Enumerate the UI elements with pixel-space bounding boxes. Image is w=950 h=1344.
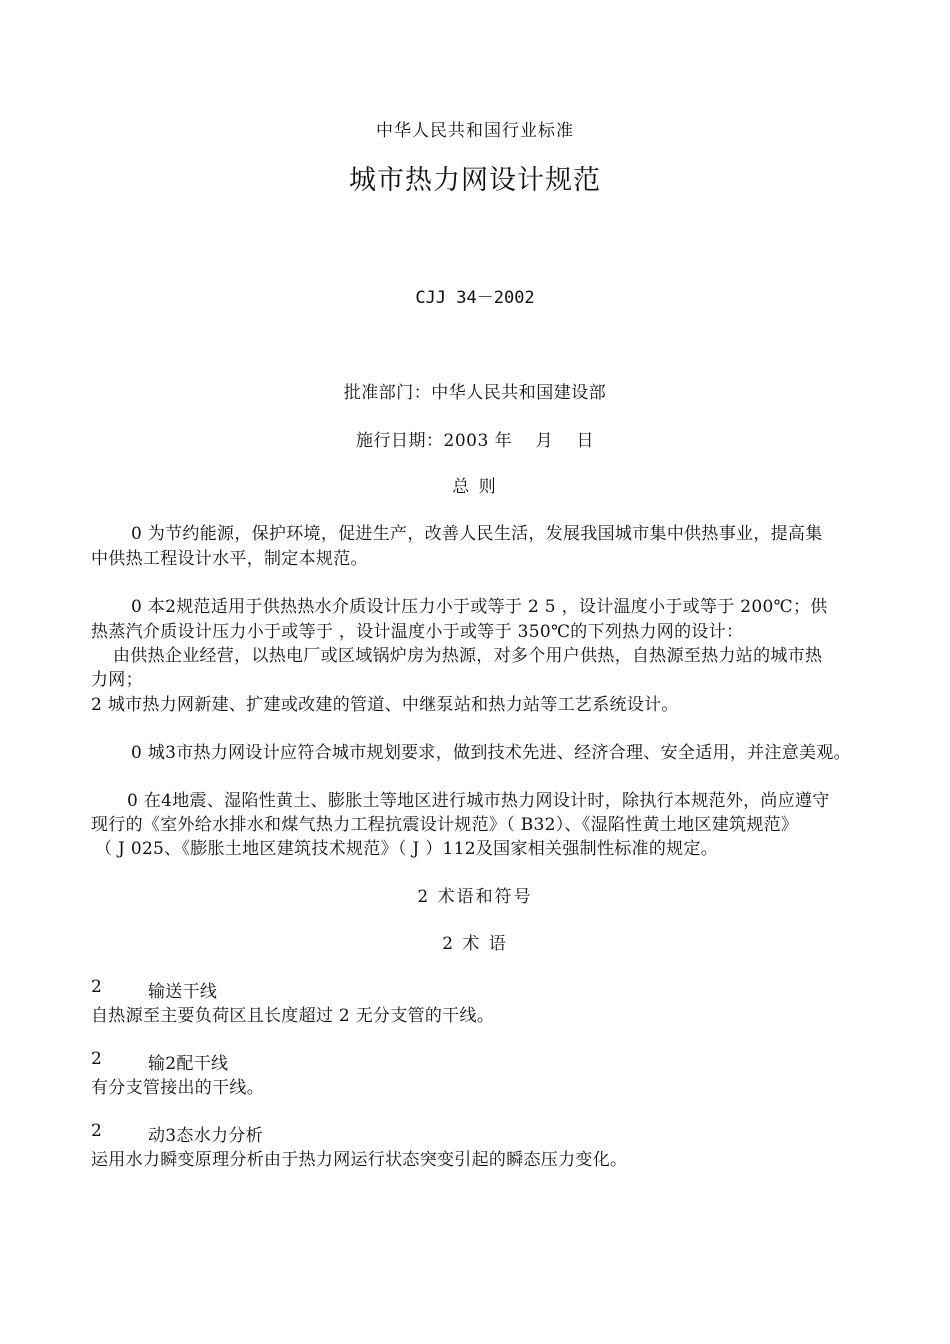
clause1-line2: 中供热工程设计水平，制定本规范。	[91, 549, 368, 569]
clause4-line3: （ J 025、《膨胀土地区建筑技术规范》（ J ）112及国家相关强制性标准的规定。	[95, 839, 719, 859]
clause2-line3: 由供热企业经营，以热电厂或区域锅炉房为热源，对多个用户供热，自热源至热力站的城市热	[113, 646, 823, 666]
standard-code: CJJ 34－2002	[415, 288, 535, 308]
term-definition: 有分支管接出的干线。	[91, 1078, 264, 1098]
term-number: 2	[91, 1049, 103, 1069]
clause2-line4: 力网；	[91, 670, 143, 690]
document-title: 城市热力网设计规范	[349, 165, 601, 196]
term-number: 2	[91, 1121, 103, 1141]
chapter2-heading: 2 术语和符号	[417, 887, 533, 907]
term-number: 2	[91, 977, 103, 997]
clause3-line1: 0 城3市热力网设计应符合城市规划要求，做到技术先进、经济合理、安全适用，并注意美观。	[131, 743, 851, 763]
chapter1-heading: 总 则	[452, 477, 498, 497]
term-definition: 运用水力瞬变原理分析由于热力网运行状态突变引起的瞬态压力变化。	[91, 1150, 628, 1170]
clause2-line5: 2 城市热力网新建、扩建或改建的管道、中继泵站和热力站等工艺系统设计。	[91, 695, 679, 715]
term-definition: 自热源至主要负荷区且长度超过 2 无分支管的干线。	[91, 1006, 495, 1026]
clause2-line2: 热蒸汽介质设计压力小于或等于 ，设计温度小于或等于 350℃的下列热力网的设计：	[91, 622, 744, 642]
term-name: 动3态水力分析	[148, 1126, 263, 1146]
section-2-1-heading: 2 术 语	[442, 934, 508, 954]
effective-date: 施行日期：2003 年 月 日	[356, 431, 594, 451]
approval-department: 批准部门：中华人民共和国建设部	[343, 383, 607, 403]
clause4-line2: 现行的《室外给水排水和煤气热力工程抗震设计规范》（ B32）、《湿陷性黄土地区建筑规范》	[91, 815, 799, 835]
term-name: 输送干线	[148, 982, 218, 1002]
term-name: 输2配干线	[148, 1054, 229, 1074]
clause1-line1: 0 为节约能源，保护环境，促进生产，改善人民生活，发展我国城市集中供热事业，提高集	[131, 524, 823, 544]
clause4-line1: 0 在4地震、湿陷性黄土、膨胀土等地区进行城市热力网设计时，除执行本规范外，尚应遵守	[127, 791, 830, 811]
standard-type: 中华人民共和国行业标准	[376, 121, 574, 141]
clause2-line1: 0 本2规范适用于供热热水介质设计压力小于或等于 2 5 ，设计温度小于或等于 200℃；供	[131, 597, 828, 617]
